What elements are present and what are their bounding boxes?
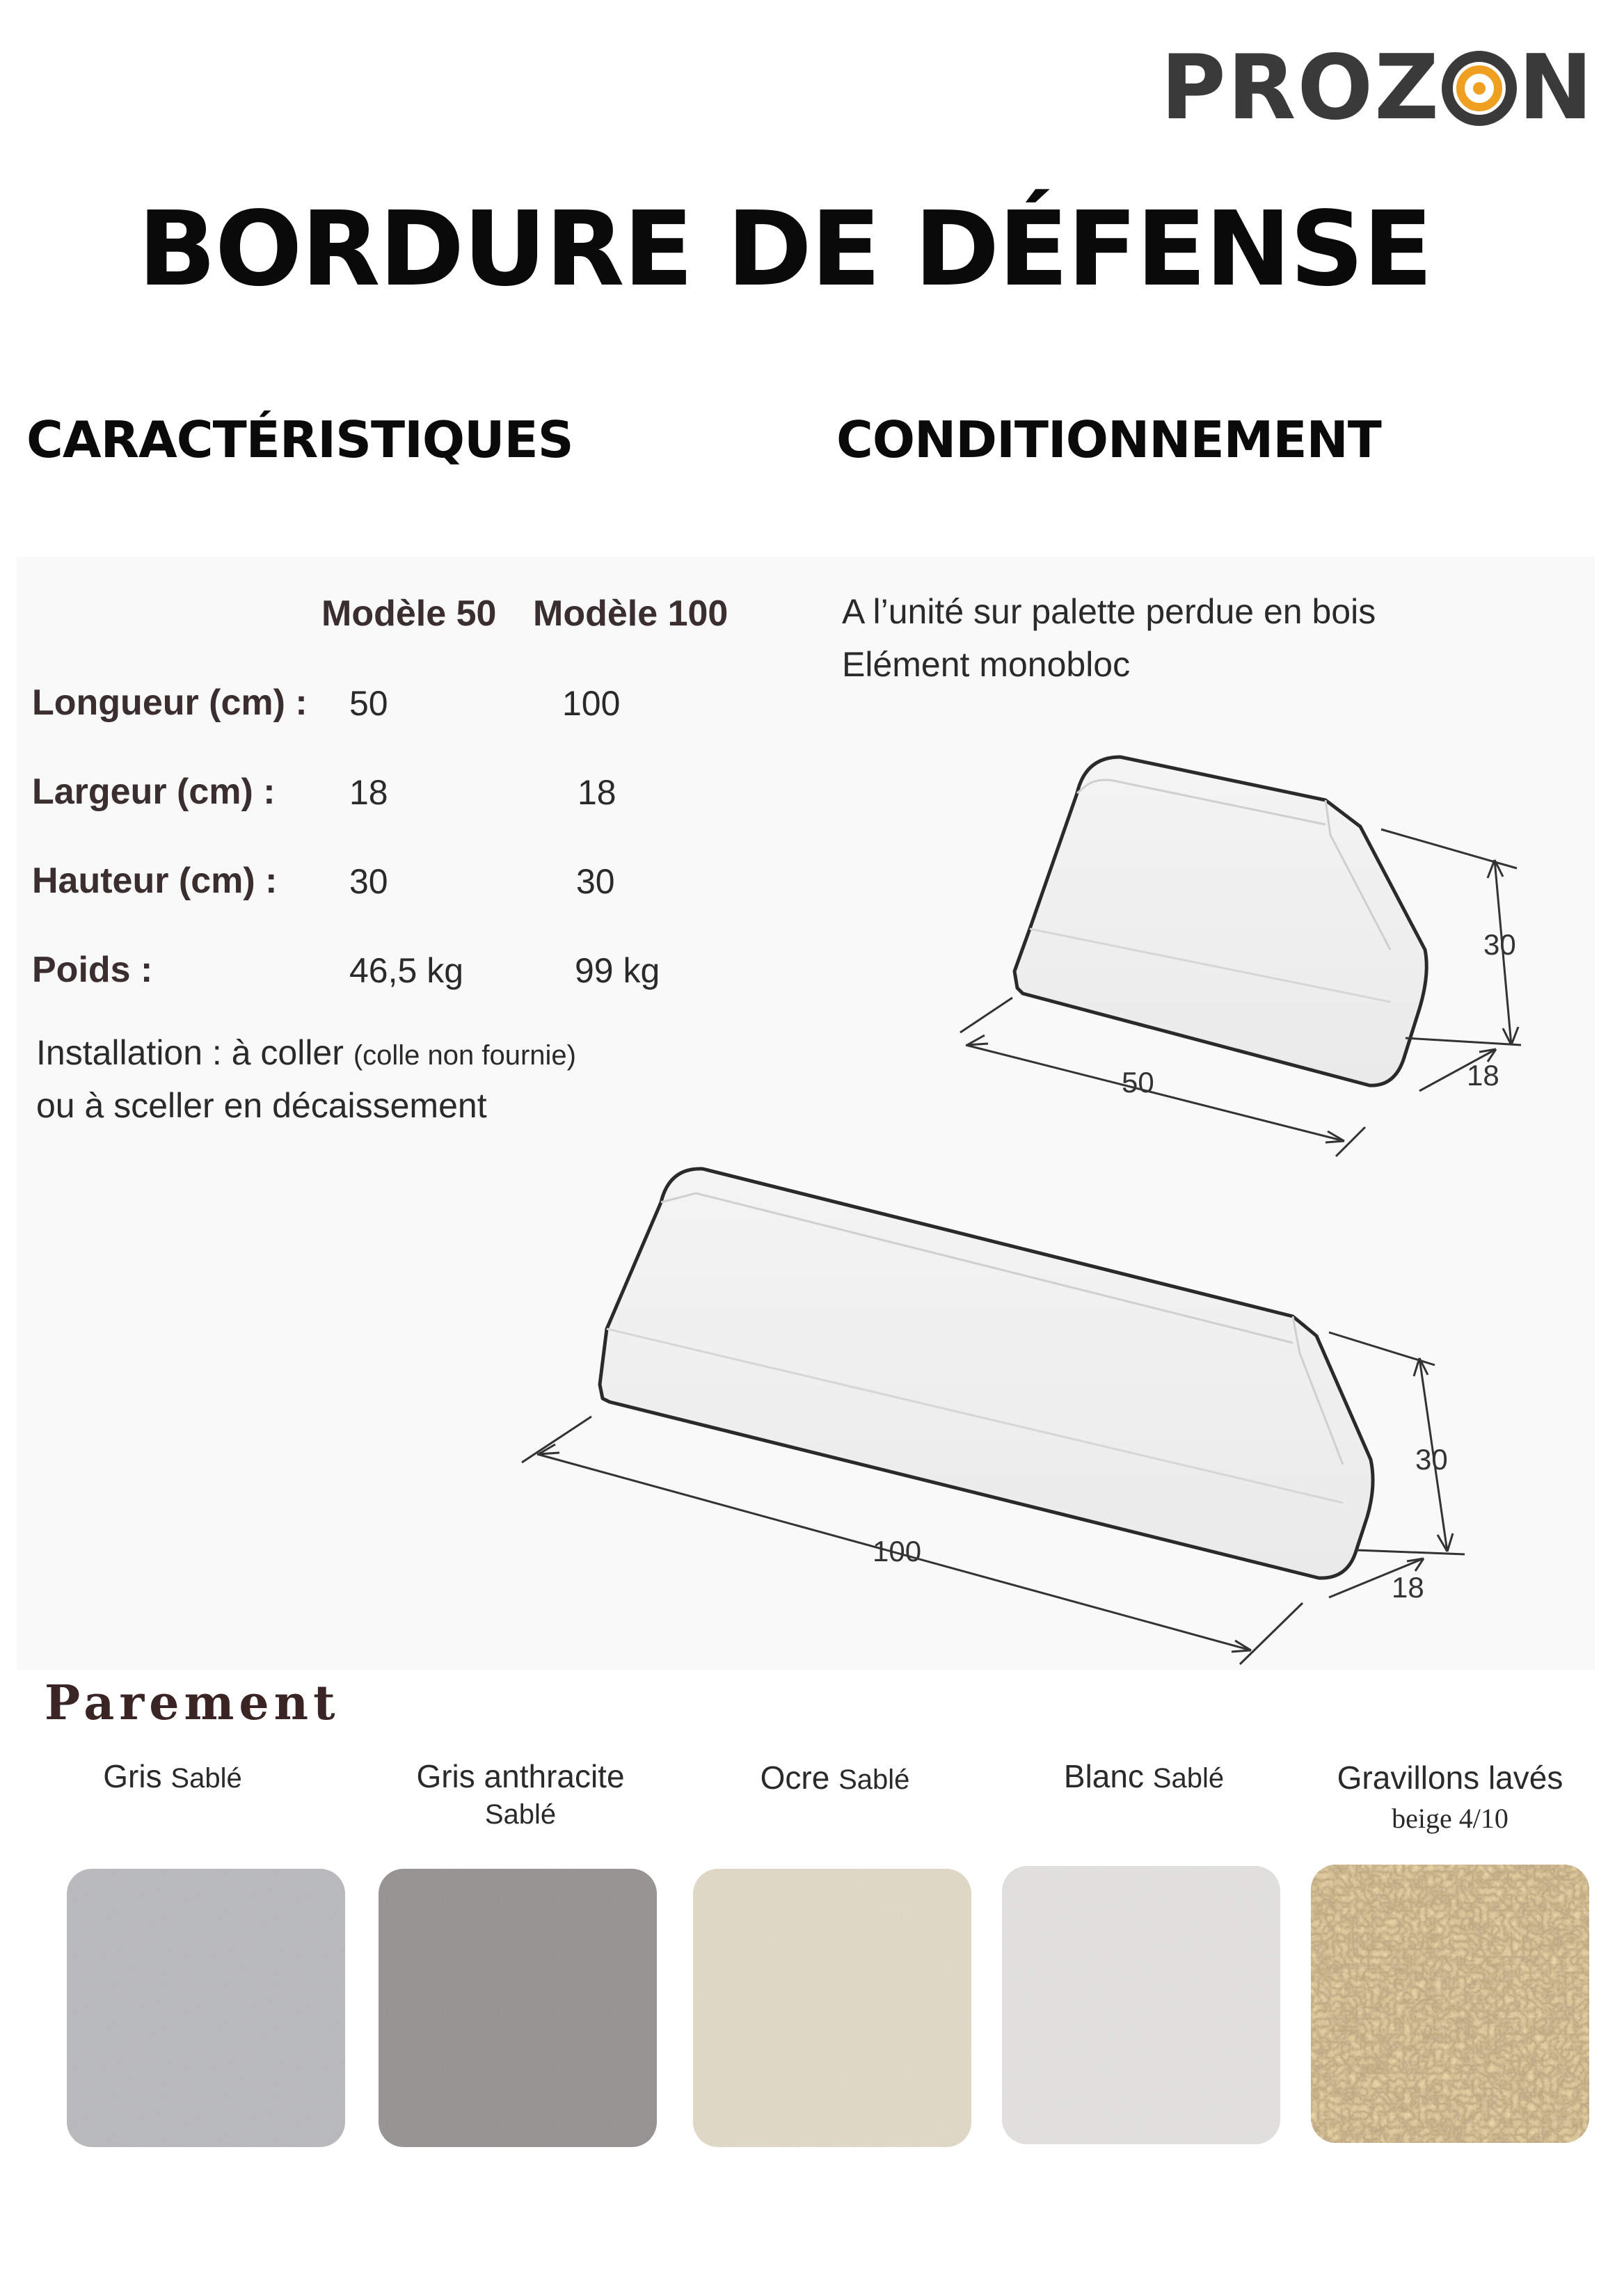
page-title: BORDURE DE DÉFENSE (138, 189, 1432, 309)
spec-label-height: Hauteur (cm) : (32, 861, 278, 901)
finish-label-blanc (1005, 1757, 1283, 1795)
column-header-model-100: Modèle 100 (533, 593, 729, 634)
finish-name-gris: Gris (103, 1758, 162, 1794)
finish-label-gris (68, 1757, 277, 1795)
dimension-label-100-length: 100 (873, 1535, 922, 1568)
spec-value-length-100: 100 (562, 684, 621, 723)
swatch-gris-anthracite-sable (379, 1869, 657, 2147)
finish-suffix-blanc: Sablé (1152, 1763, 1225, 1794)
finish-name-gravillons: Gravillons lavés (1337, 1760, 1563, 1796)
spec-value-weight-50: 46,5 kg (349, 951, 464, 990)
characteristics-heading: CARACTÉRISTIQUES (26, 410, 573, 469)
spec-label-length: Longueur (cm) : (32, 683, 308, 723)
swatch-gravillons-laves (1311, 1865, 1589, 2143)
logo-text-start: PROZ (1161, 36, 1440, 140)
swatch-blanc-sable (1002, 1866, 1280, 2144)
finish-label-ocre (696, 1759, 974, 1796)
logo-text-end: N (1518, 36, 1595, 140)
spec-label-width: Largeur (cm) : (32, 772, 276, 812)
block-model-50 (1014, 757, 1426, 1085)
spec-value-height-100: 30 (576, 862, 615, 901)
spec-label-weight: Poids : (32, 950, 153, 990)
install-note-main: Installation : à coller (36, 1033, 344, 1072)
dimension-label-50-height: 30 (1483, 928, 1516, 961)
finish-suffix-gris: Sablé (170, 1763, 242, 1794)
finish-line2-gravillons: beige 4/10 (1392, 1803, 1508, 1834)
dimension-label-50-width: 18 (1467, 1059, 1499, 1092)
spec-value-width-50: 18 (349, 773, 388, 812)
spec-value-height-50: 30 (349, 862, 388, 901)
swatch-ocre-sable (693, 1869, 971, 2147)
swatch-gris-sable (67, 1869, 345, 2147)
finish-label-gravillons (1304, 1759, 1596, 1835)
finish-name-blanc: Blanc (1063, 1758, 1144, 1794)
dimension-label-100-width: 18 (1392, 1571, 1424, 1604)
dimension-label-50-length: 50 (1122, 1066, 1154, 1099)
spec-value-width-100: 18 (578, 773, 616, 812)
spec-value-weight-100: 99 kg (575, 951, 660, 990)
finish-name-anthracite: Gris anthracite (416, 1758, 625, 1794)
install-note-line2: ou à sceller en décaissement (36, 1086, 487, 1125)
install-note-small: (colle non fournie) (353, 1040, 576, 1071)
finish-line2-anthracite: Sablé (484, 1799, 557, 1830)
finish-heading: Parement (45, 1675, 340, 1731)
finish-name-ocre: Ocre (760, 1760, 830, 1796)
packaging-heading: CONDITIONNEMENT (836, 410, 1381, 469)
finish-suffix-ocre: Sablé (838, 1764, 910, 1795)
spec-value-length-50: 50 (349, 684, 388, 723)
dimension-label-100-height: 30 (1415, 1443, 1448, 1476)
finish-label-anthracite (381, 1757, 660, 1831)
packaging-line1: A l’unité sur palette perdue en bois (842, 592, 1376, 631)
packaging-line2: Elément monobloc (842, 645, 1131, 684)
column-header-model-50: Modèle 50 (321, 593, 497, 634)
block-model-100 (600, 1169, 1373, 1578)
